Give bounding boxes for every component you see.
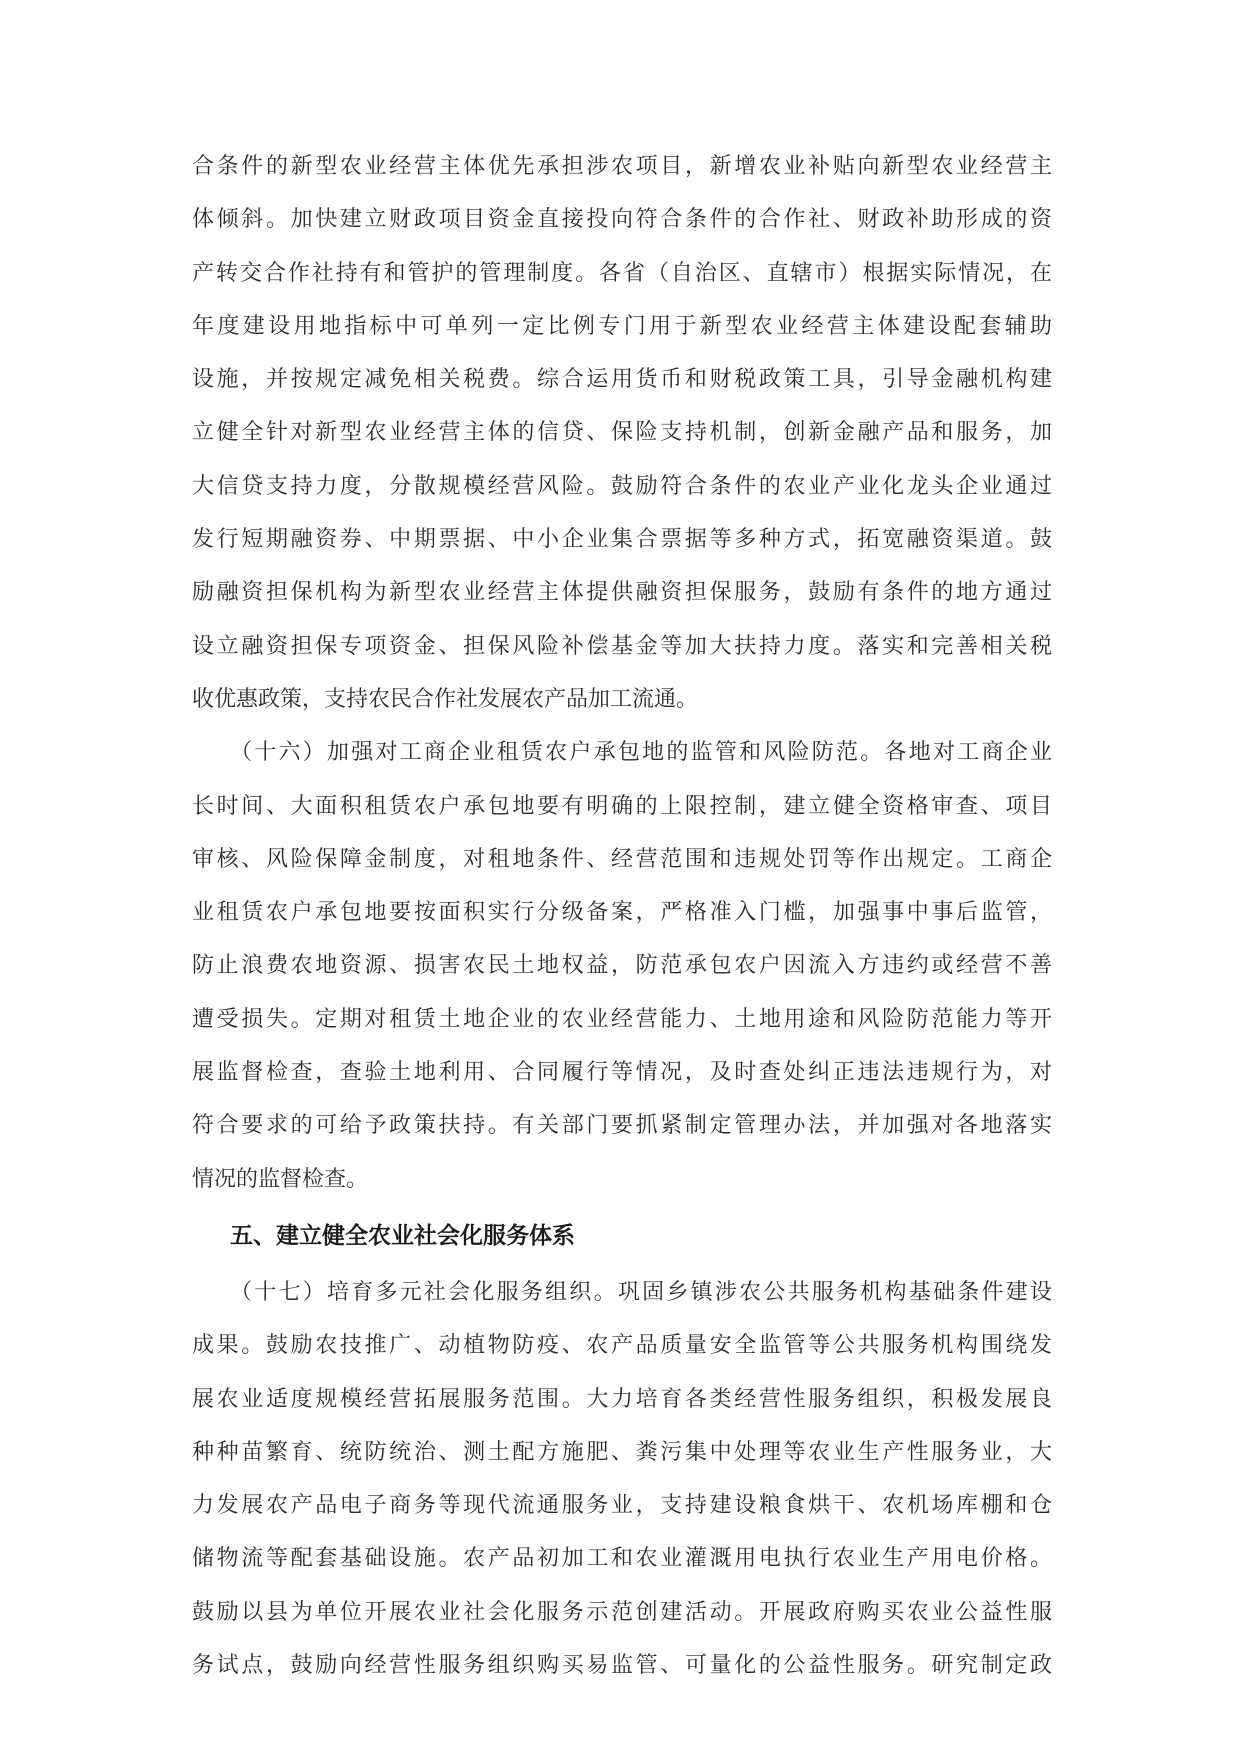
text-line: 长时间、大面积租赁农户承包地要有明确的上限控制，建立健全资格审查、项目 [192,793,1052,819]
text-line: 业租赁农户承包地要按面积实行分级备案，严格准入门槛，加强事中事后监管， [192,900,1052,926]
text-line: 展农业适度规模经营拓展服务范围。大力培育各类经营性服务组织，积极发展良 [192,1386,1052,1412]
text-line: 设施，并按规定减免相关税费。综合运用货币和财税政策工具，引导金融机构建 [192,367,1052,393]
text-line: 大信贷支持力度，分散规模经营风险。鼓励符合条件的农业产业化龙头企业通过 [192,473,1052,499]
text-line: 立健全针对新型农业经营主体的信贷、保险支持机制，创新金融产品和服务，加 [192,420,1052,446]
text-line: 设立融资担保专项资金、担保风险补偿基金等加大扶持力度。落实和完善相关税 [192,633,1052,659]
text-line: 体倾斜。加快建立财政项目资金直接投向符合条件的合作社、财政补助形成的资 [192,207,1052,233]
text-line: 成果。鼓励农技推广、动植物防疫、农产品质量安全监管等公共服务机构围绕发 [192,1333,1052,1359]
text-line: 年度建设用地指标中可单列一定比例专门用于新型农业经营主体建设配套辅助 [192,313,1052,339]
text-line: 励融资担保机构为新型农业经营主体提供融资担保服务，鼓励有条件的地方通过 [192,580,1052,606]
text-line: 展监督检查，查验土地利用、合同履行等情况，及时查处纠正违法违规行为，对 [192,1060,1052,1086]
text-line: 种种苗繁育、统防统治、测土配方施肥、粪污集中处理等农业生产性服务业，大 [192,1439,1052,1465]
text-line: 鼓励以县为单位开展农业社会化服务示范创建活动。开展政府购买农业公益性服 [192,1599,1052,1625]
text-line: 力发展农产品电子商务等现代流通服务业，支持建设粮食烘干、农机场库棚和仓 [192,1493,1052,1519]
text-line: 防止浪费农地资源、损害农民土地权益，防范承包农户因流入方违约或经营不善 [192,953,1052,979]
text-line: 情况的监督检查。 [192,1166,369,1192]
text-line: 发行短期融资券、中期票据、中小企业集合票据等多种方式，拓宽融资渠道。鼓 [192,527,1052,553]
paragraph-item-17 [192,1266,1052,1692]
text-line: 遭受损失。定期对租赁土地企业的农业经营能力、土地用途和风险防范能力等开 [192,1006,1052,1032]
text-line: （十六）加强对工商企业租赁农户承包地的监管和风险防范。各地对工商企业 [230,740,1052,766]
text-line: （十七）培育多元社会化服务组织。巩固乡镇涉农公共服务机构基础条件建设 [230,1279,1052,1305]
paragraph-item-16 [192,726,1052,1206]
text-line: 务试点，鼓励向经营性服务组织购买易监管、可量化的公益性服务。研究制定政 [192,1653,1052,1679]
text-line: 合条件的新型农业经营主体优先承担涉农项目，新增农业补贴向新型农业经营主 [192,154,1052,179]
text-line: 储物流等配套基础设施。农产品初加工和农业灌溉用电执行农业生产用电价格。 [192,1546,1052,1572]
text-line: 符合要求的可给予政策扶持。有关部门要抓紧制定管理办法，并加强对各地落实 [192,1113,1052,1139]
document-body [192,140,1052,1692]
paragraph-continuation [192,140,1052,726]
text-line: 收优惠政策，支持农民合作社发展农产品加工流通。 [192,686,699,712]
section-heading: 五、建立健全农业社会化服务体系 [230,1222,575,1249]
text-line: 产转交合作社持有和管护的管理制度。各省（自治区、直辖市）根据实际情况，在 [192,260,1052,286]
text-line: 审核、风险保障金制度，对租地条件、经营范围和违规处罚等作出规定。工商企 [192,846,1052,872]
